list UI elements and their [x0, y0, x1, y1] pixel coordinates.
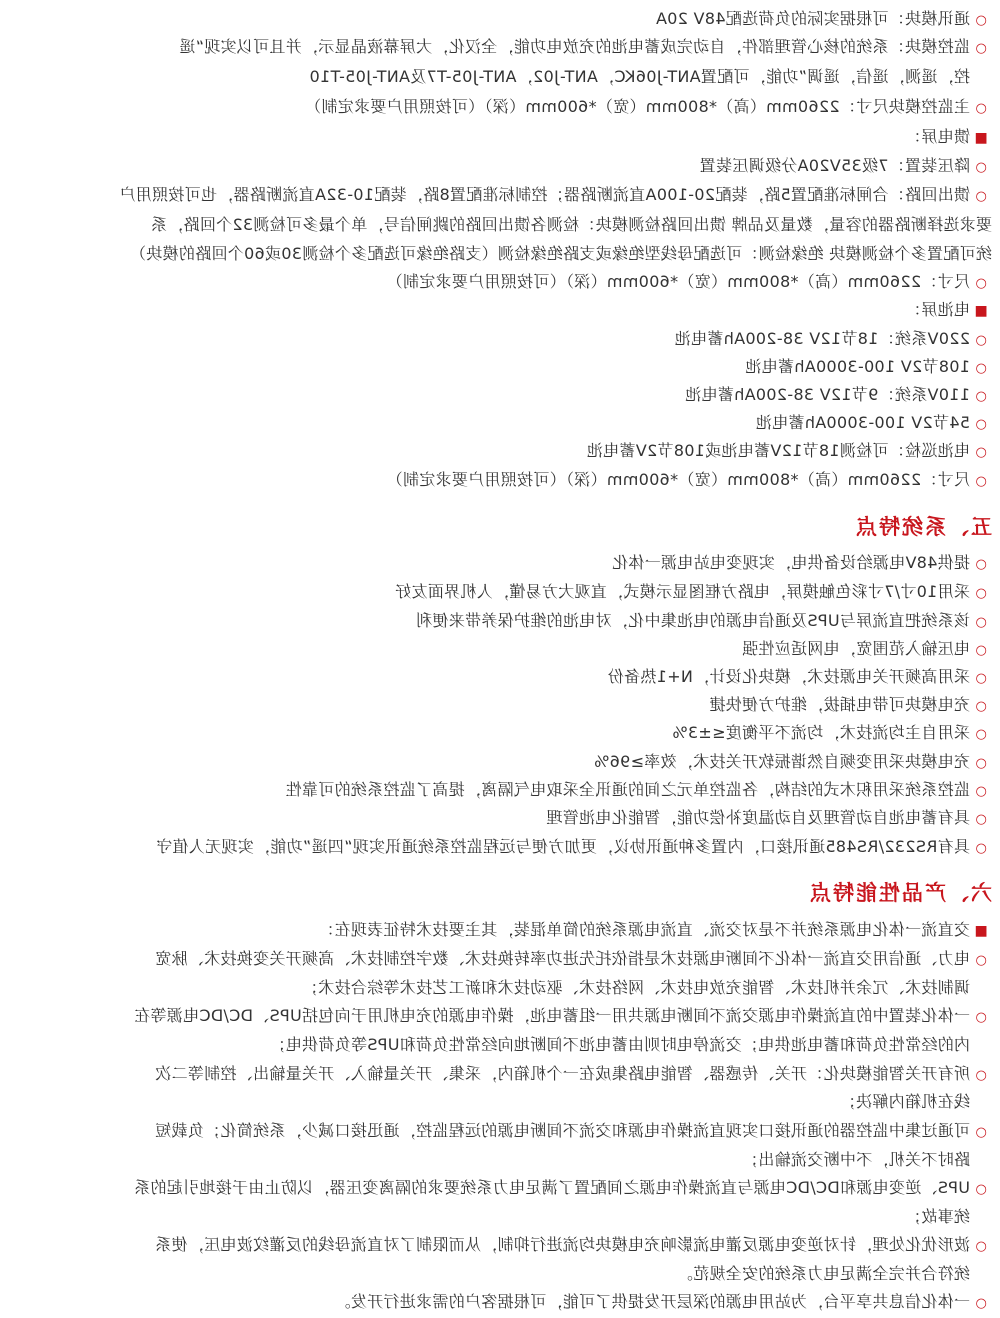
item-text: 电压输入范围宽，电网适应性强 — [741, 639, 970, 658]
circle-bullet-icon: ○ — [975, 474, 987, 489]
item-text: 线在机箱内解决； — [839, 1092, 970, 1111]
circle-bullet-icon: ○ — [975, 333, 987, 348]
list-item — [12, 748, 992, 776]
heading-text: 交直流一体化电源系统并不是对交流、直流电源系统的简单混装，其主要技术特征表现在： — [317, 920, 970, 939]
item-text: 采用高频开关电源技术，模块化设计，N+1热备份 — [607, 667, 970, 686]
circle-bullet-icon: ○ — [975, 13, 987, 28]
circle-bullet-icon: ○ — [975, 361, 987, 376]
square-bullet-icon: ■ — [974, 303, 988, 319]
circle-bullet-icon: ○ — [975, 557, 987, 572]
circle-bullet-icon: ○ — [975, 1296, 987, 1311]
circle-bullet-icon: ○ — [975, 1182, 987, 1197]
item-text: 220V系统：18节12V 38-200Ah蓄电池 — [674, 329, 970, 348]
list-item-continuation — [0, 1146, 992, 1174]
circle-bullet-icon: ○ — [975, 586, 987, 601]
item-text: 尺寸：2260mm（高）*800mm（宽）*600mm（深）（可按照用户要求定制） — [386, 470, 970, 489]
circle-bullet-icon: ○ — [975, 643, 987, 658]
circle-bullet-icon: ○ — [975, 389, 987, 404]
heading-text: 电池屏： — [904, 300, 970, 319]
item-text: 提供48V电源给设备供电，实现变电站电源一体化 — [611, 553, 970, 572]
list-item — [12, 1002, 992, 1030]
item-text: 电力、通信用交直流一体化不间断电源技术是指依托先进功率转换技术、数字控制技术、高频开关变换技术、脉宽 — [154, 949, 970, 968]
item-text: 内的经常性负荷和蓄电池供电；交流停电时则由蓄电池不间断地向经常性负荷和UPS等负荷供电； — [269, 1035, 970, 1054]
circle-bullet-icon: ○ — [975, 160, 987, 175]
item-text: 尺寸：2260mm（高）*800mm（宽）*600mm（深）（可按照用户要求定制） — [386, 272, 970, 291]
item-text: 充电模块采用变频自然谐振软开关技术，效率≥96% — [593, 752, 970, 771]
list-item — [12, 409, 992, 437]
item-text: 该系统把直流屏与UPS及通信电源的电池集中化，对电池的维护保养带来便利 — [415, 611, 970, 630]
circle-bullet-icon: ○ — [975, 812, 987, 827]
item-text: 波形优化处理，针对逆变电源反灌电流影响充电模块均流进行抑制，从而限制了对直流母线的反灌纹波电压，使系 — [154, 1235, 970, 1254]
item-text: 具有蓄电池自动管理及自动温度补偿功能，智能化电池管理 — [546, 808, 970, 827]
circle-bullet-icon: ○ — [975, 1010, 987, 1025]
item-text: 路时不关机，不中断交流输出； — [741, 1150, 970, 1169]
item-text: 采用自主均流技术，均流不平衡度≤±3% — [672, 723, 970, 742]
list-item — [12, 776, 992, 804]
list-item — [12, 1231, 992, 1259]
square-bullet-icon: ■ — [974, 923, 988, 939]
list-item — [12, 719, 992, 747]
list-item — [12, 181, 992, 209]
item-text: 主监控模块尺寸：2260mm（高）*800mm（宽）*600mm（深）（可按照用户要求定制） — [304, 97, 970, 116]
list-item-continuation — [0, 1203, 992, 1231]
item-text: 控，遥测，遥信，遥调”功能，可配置ANT-J06KC，ANT-J02，ANT-J05-T7及ANT-J05-T10 — [309, 67, 970, 86]
item-text: 电池巡检：可检测18节12V蓄电池或108节2V蓄电池 — [586, 441, 970, 460]
list-item — [12, 1288, 992, 1316]
item-text: 具有RS232/RS485通讯接口，内置多种通讯协议，更加方便与远程监控系统通讯实现“四遥”功能，实现无人值守 — [155, 837, 970, 856]
circle-bullet-icon: ○ — [975, 953, 987, 968]
item-text: 调制技术、冗余并机技术、智能充放电技术、网络技术、驱动技术和新工艺技术等综合技术； — [301, 978, 970, 997]
item-text: 一体化信息共享平台，为站用电源的深层开发提供了可能，可根据客户的需求进行开发。 — [334, 1292, 970, 1311]
list-item — [12, 33, 992, 61]
item-text: 监控模块：系统的核心管理部件，自动完成蓄电池的充放电功能，全汉化，大屏幕液晶显示，并且可以实现“遥 — [179, 37, 970, 56]
circle-bullet-icon: ○ — [975, 1125, 987, 1140]
item-text: UPS、逆变电源和DC/DC电源与直流操作电源之间配置了满足电力系统要求的隔离变压器，以防止由于接地引起的系 — [133, 1178, 970, 1197]
list-item — [12, 833, 992, 861]
circle-bullet-icon: ○ — [975, 41, 987, 56]
item-text: 馈出回路：合闸标准配置5路，装配20-100A直流断路器；控制标准配置8路，装配10-32A直流断路器，也可按照用户 — [119, 185, 970, 204]
list-item — [12, 268, 992, 296]
subsection-heading — [12, 123, 992, 151]
item-text: 108节2V 100-3000Ah蓄电池 — [745, 357, 970, 376]
square-bullet-icon: ■ — [974, 130, 988, 146]
circle-bullet-icon: ○ — [975, 784, 987, 799]
circle-bullet-icon: ○ — [975, 417, 987, 432]
list-item — [12, 1117, 992, 1145]
list-item — [12, 804, 992, 832]
list-item-continuation — [0, 974, 992, 1002]
list-item — [12, 93, 992, 121]
list-item — [12, 1174, 992, 1202]
list-item — [12, 5, 992, 33]
item-text: 110V系统：9节12V 38-200Ah蓄电池 — [684, 385, 970, 404]
list-item-continuation — [0, 63, 992, 91]
circle-bullet-icon: ○ — [975, 841, 987, 856]
list-item — [12, 691, 992, 719]
list-item — [12, 549, 992, 577]
circle-bullet-icon: ○ — [975, 727, 987, 742]
section-title-system-features: 五、系统特点 — [854, 515, 992, 539]
list-item-continuation — [0, 1088, 992, 1116]
item-text: 采用10寸/7寸彩色触摸屏，电路方框图显示模式，直观大方易懂，人机界面友好 — [394, 582, 970, 601]
circle-bullet-icon: ○ — [975, 276, 987, 291]
item-text: 一体化装置中的直流操作电源交流不间断电源共用一组蓄电池，操作电源的充电机用于向包括UPS、DC/DC电源等在 — [133, 1006, 970, 1025]
list-item-continuation — [12, 240, 992, 268]
circle-bullet-icon: ○ — [975, 615, 987, 630]
list-item — [12, 663, 992, 691]
subsection-heading — [12, 916, 992, 944]
list-item-continuation — [12, 211, 992, 239]
circle-bullet-icon: ○ — [975, 1068, 987, 1083]
item-text: 降压装置：7级35V20A分级调压装置 — [699, 156, 970, 175]
circle-bullet-icon: ○ — [975, 699, 987, 714]
item-text: 监控系统采用积木式的结构，各监控单元之间的通讯全采取电气隔离，提高了监控系统的可靠性 — [285, 780, 970, 799]
item-text: 54节2V 100-3000Ah蓄电池 — [755, 413, 970, 432]
item-text: 所有开关智能模块化：开关、传感器、智能电路集成在一个机箱内，采集、开关量输入、开关量输出、控制等二次 — [154, 1064, 970, 1083]
list-item-continuation — [0, 1260, 992, 1288]
list-item — [12, 381, 992, 409]
item-text: 可通过集中监控器的通讯接口实现直流操作电源和交流不间断电源的远程监控，通迅接口减少，系统简化；负载短 — [154, 1121, 970, 1140]
circle-bullet-icon: ○ — [975, 671, 987, 686]
item-text: 统可配置多个检测模块 绝缘检测：可选配母线型绝缘或支路绝缘检测（支路绝缘可选配多个检测30或60个回路的模块） — [129, 244, 992, 263]
list-item — [12, 578, 992, 606]
list-item — [12, 325, 992, 353]
list-item — [12, 466, 992, 494]
circle-bullet-icon: ○ — [975, 756, 987, 771]
list-item — [12, 437, 992, 465]
list-item — [12, 607, 992, 635]
list-item — [12, 635, 992, 663]
list-item — [12, 152, 992, 180]
circle-bullet-icon: ○ — [975, 189, 987, 204]
circle-bullet-icon: ○ — [975, 101, 987, 116]
list-item — [12, 1060, 992, 1088]
circle-bullet-icon: ○ — [975, 1239, 987, 1254]
item-text: 统事故； — [904, 1207, 970, 1226]
item-text: 统符合并完全满足电力系统的安全规范。 — [676, 1264, 970, 1283]
list-item — [12, 353, 992, 381]
subsection-heading — [12, 296, 992, 324]
list-item — [12, 945, 992, 973]
heading-text: 馈电屏： — [904, 127, 970, 146]
item-text: 充电模块可带电插拔，维护方便快捷 — [709, 695, 970, 714]
circle-bullet-icon: ○ — [975, 445, 987, 460]
section-title-product-features: 六、产品性能特点 — [808, 881, 992, 905]
item-text: 通讯模块：可根据实际的负荷选配48V 20A — [655, 9, 970, 28]
list-item-continuation — [0, 1031, 992, 1059]
item-text: 要求选择断路器的容量，数量及品牌 馈出回路检测模块：检测各馈出回路的跳闸信号，单个最多可检测32个回路，系 — [150, 215, 992, 234]
